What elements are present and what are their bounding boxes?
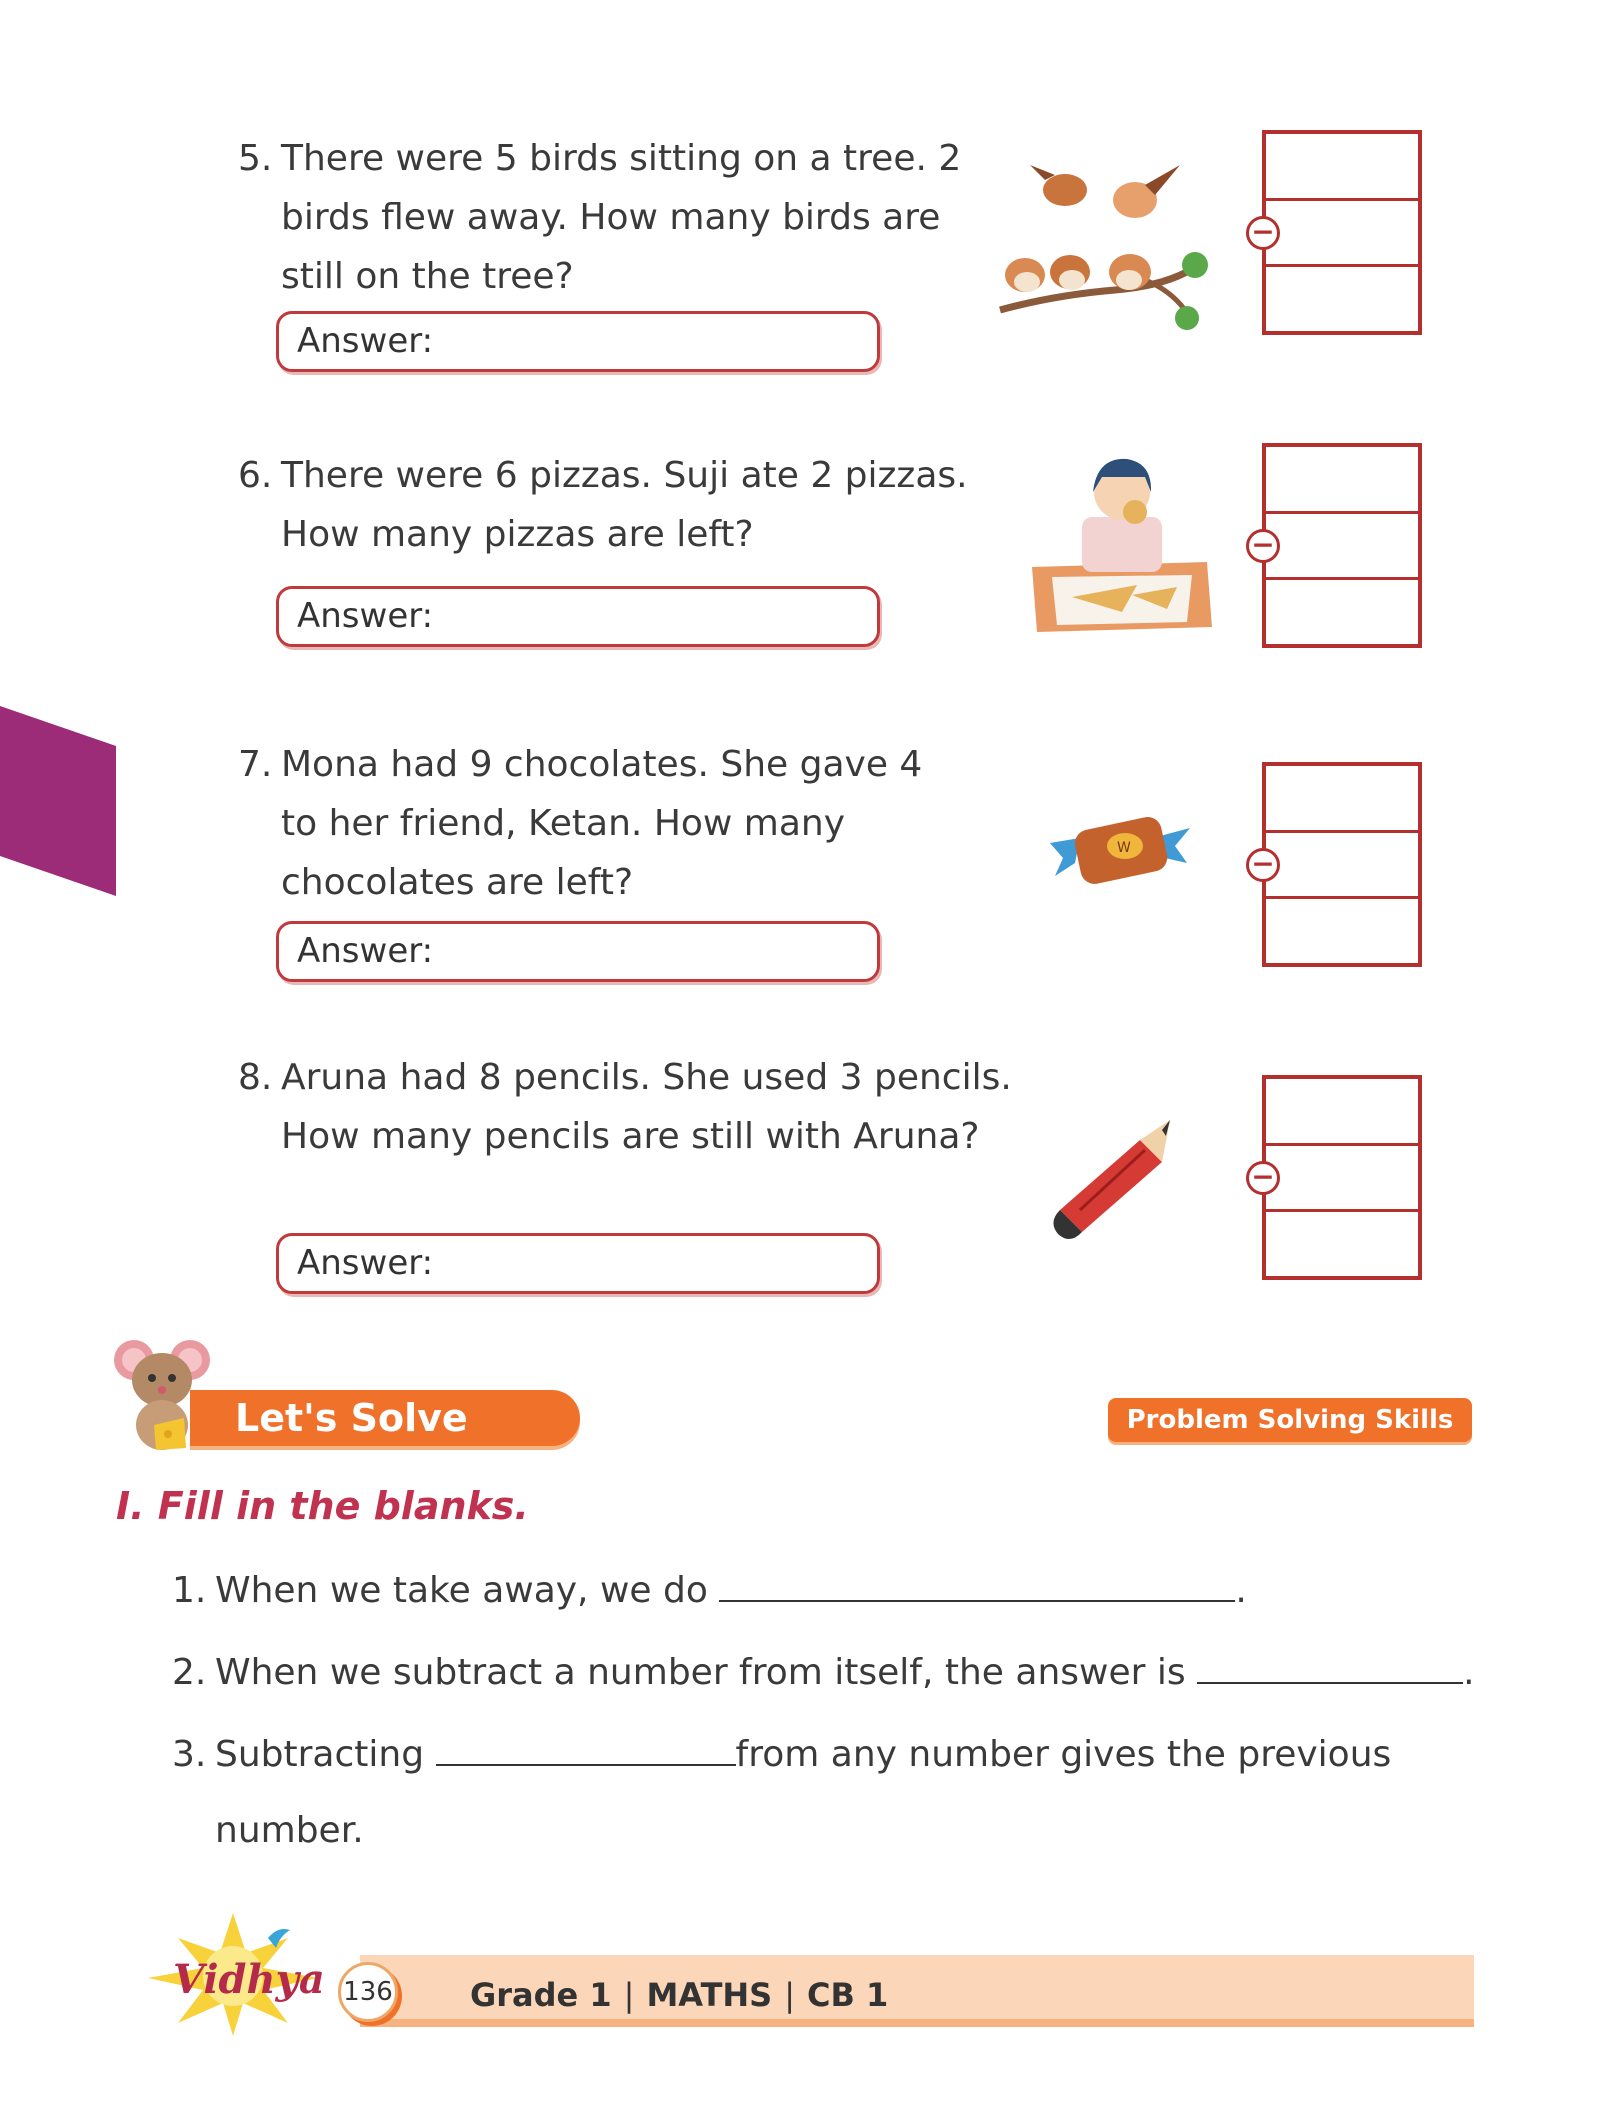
blank-field[interactable] xyxy=(436,1724,736,1766)
item-text-before: When we subtract a number from itself, the answer is xyxy=(215,1652,1186,1693)
problem-solving-skills-badge: Problem Solving Skills xyxy=(1108,1398,1472,1442)
chocolate-candy-icon xyxy=(1045,808,1195,898)
footer-book-info xyxy=(470,1970,888,2020)
fill-blank-2 xyxy=(172,1642,1475,1698)
minus-sign-icon: − xyxy=(1246,1161,1280,1195)
question-number: 7. xyxy=(238,744,273,785)
box-divider xyxy=(1266,1143,1418,1146)
box-divider xyxy=(1266,264,1418,267)
subtraction-box-5[interactable] xyxy=(1251,130,1422,335)
box-divider xyxy=(1266,896,1418,899)
question-5 xyxy=(238,129,961,306)
exercise-heading: I. Fill in the blanks. xyxy=(116,1484,529,1528)
item-text-after: from any number gives the previous xyxy=(735,1734,1392,1775)
side-tab-marker xyxy=(0,706,116,896)
question-line: Aruna had 8 pencils. She used 3 pencils. xyxy=(281,1057,1012,1098)
item-text-after: . xyxy=(1463,1652,1475,1693)
question-line: birds flew away. How many birds are xyxy=(281,197,941,238)
question-line: to her friend, Ketan. How many xyxy=(281,803,846,844)
subtraction-box-7[interactable] xyxy=(1251,762,1422,967)
question-number: 6. xyxy=(238,455,273,496)
footer-grade: Grade 1 xyxy=(470,1976,612,2014)
birds-on-branch-icon xyxy=(995,160,1220,340)
answer-field-8[interactable] xyxy=(276,1233,880,1294)
question-line: There were 6 pizzas. Suji ate 2 pizzas. xyxy=(281,455,968,496)
footer-separator: | xyxy=(623,1976,635,2014)
blank-field[interactable] xyxy=(1197,1642,1463,1684)
box-divider xyxy=(1266,511,1418,514)
fill-blank-3 xyxy=(172,1724,1391,1780)
answer-label: Answer: xyxy=(297,1243,434,1283)
item-text-before: When we take away, we do xyxy=(215,1570,708,1611)
answer-field-6[interactable] xyxy=(276,586,880,647)
answer-label: Answer: xyxy=(297,596,434,636)
section-title: Let's Solve xyxy=(235,1396,468,1440)
question-8 xyxy=(238,1048,1012,1166)
blank-field[interactable] xyxy=(719,1560,1235,1602)
item-number: 3. xyxy=(172,1734,207,1775)
question-line: still on the tree? xyxy=(281,256,574,297)
svg-text:W: W xyxy=(1117,840,1131,856)
girl-eating-pizza-icon xyxy=(1027,447,1217,637)
minus-sign-icon: − xyxy=(1246,848,1280,882)
question-number: 5. xyxy=(238,138,273,179)
box-divider xyxy=(1266,830,1418,833)
vidhya-logo xyxy=(118,1908,348,2038)
answer-field-7[interactable] xyxy=(276,921,880,982)
answer-field-5[interactable] xyxy=(276,311,880,372)
subtraction-box-6[interactable] xyxy=(1251,443,1422,648)
fill-blank-3-continuation: number. xyxy=(215,1810,364,1851)
question-line: chocolates are left? xyxy=(281,862,634,903)
minus-sign-icon: − xyxy=(1246,529,1280,563)
question-line: Mona had 9 chocolates. She gave 4 xyxy=(281,744,923,785)
fill-blank-1 xyxy=(172,1560,1247,1616)
red-pencil-icon xyxy=(1050,1110,1180,1245)
item-number: 1. xyxy=(172,1570,207,1611)
footer-separator: | xyxy=(784,1976,795,2014)
page-number: 136 xyxy=(338,1962,398,2022)
item-number: 2. xyxy=(172,1652,207,1693)
question-6 xyxy=(238,446,968,564)
subtraction-box-8[interactable] xyxy=(1251,1075,1422,1280)
question-number: 8. xyxy=(238,1057,273,1098)
footer-subject: MATHS xyxy=(646,1976,773,2014)
svg-text:Vidhya: Vidhya xyxy=(173,1956,325,2003)
question-7 xyxy=(238,735,922,912)
question-line: How many pizzas are left? xyxy=(281,514,754,555)
answer-label: Answer: xyxy=(297,931,434,971)
question-line: There were 5 birds sitting on a tree. 2 xyxy=(281,138,962,179)
answer-label: Answer: xyxy=(297,321,434,361)
box-divider xyxy=(1266,198,1418,201)
item-text-before: Subtracting xyxy=(215,1734,425,1775)
minus-sign-icon: − xyxy=(1246,216,1280,250)
box-divider xyxy=(1266,1209,1418,1212)
footer-book: CB 1 xyxy=(807,1976,889,2014)
question-line: How many pencils are still with Aruna? xyxy=(281,1116,980,1157)
item-text-after: . xyxy=(1235,1570,1247,1611)
box-divider xyxy=(1266,577,1418,580)
